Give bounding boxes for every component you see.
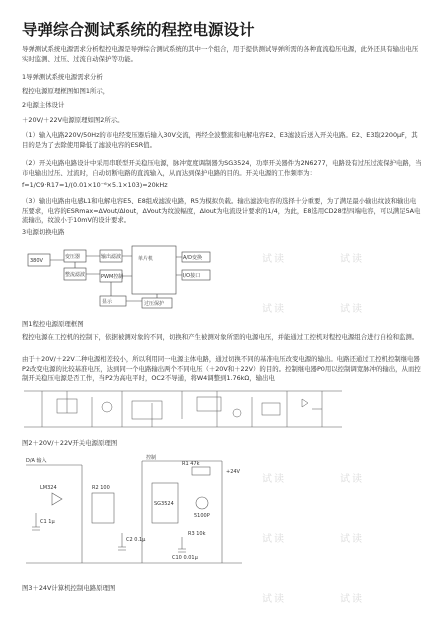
paragraph-power-principle: ＋20V/＋22V电源原理如图2所示。 bbox=[22, 116, 124, 124]
paragraph-input-circuit: （1）输入电路220V/50Hz的市电经变压器后输入30V交流，再经全波整流和电解电容E2、E3滤波后送入开关电路。E2、E3取2200μF，其目的是为了去除使用降低了滤波电容的ESR值。 bbox=[22, 131, 418, 149]
figure-2-caption: 图2＋20V/＋22V开关电源原理图 bbox=[22, 439, 118, 447]
watermark: 试读 bbox=[340, 304, 364, 315]
watermark: 试读 bbox=[340, 594, 364, 605]
fig1-transformer-label: 变压器 bbox=[65, 254, 81, 260]
fig1-display-label: 显示 bbox=[102, 299, 113, 305]
watermark: 试读 bbox=[340, 254, 364, 265]
intro-paragraph: 导弹测试系统电源需求分析程控电源是导弹综合测试系统的其中一个组合，用于提供测试导弹所需的各种直流稳压电源，此外还具有输出电压实时监测、过压、过流自动保护等功能。 bbox=[22, 45, 419, 63]
section-3-heading: 3电源切换电路 bbox=[22, 228, 65, 236]
figure-1-caption: 图1程控电源原理框图 bbox=[22, 320, 84, 328]
fig3-u1-label: LM324 bbox=[40, 485, 57, 491]
fig3-c2-label: C2 0.1μ bbox=[126, 537, 146, 543]
paragraph-switch-detail: 由于＋20V/＋22V二种电源相差较小，所以利用同一电源主体电路，通过切换不同的基准电压改变电源的输出。电路还通过工控机控制继电器P2改变电源的比较基准电压，达到同一个电路输出两个不同电压（＋20V和＋22V）的目的。控制继电器P0用以控制调宽脉冲的输出，从而控制开关稳压电源是否工作，当P2为高电平时，OC2不导通，将W4调整到1.76kΩ，输出电 bbox=[22, 355, 421, 383]
fig3-c10-label: C10 0.01μ bbox=[172, 555, 198, 561]
figure-3-caption: 图3＋24V计算机控制电路原理图 bbox=[22, 584, 116, 592]
fig1-rectifier-label: 整流滤波 bbox=[65, 272, 86, 278]
watermark: 试读 bbox=[262, 474, 286, 485]
fig3-r1-label: R1 47k bbox=[182, 461, 200, 467]
formula-frequency: f=1/C9·R17=1/(0.01×10⁻⁶×5.1×103)=20kHz bbox=[22, 181, 168, 189]
watermark: 试读 bbox=[262, 594, 286, 605]
principle-paragraph: 程控电源原理框图如图1所示， bbox=[22, 87, 110, 95]
figure-2-schematic bbox=[22, 383, 352, 435]
fig1-ad-label: A/D变换 bbox=[183, 255, 202, 261]
paragraph-output-circuit: （3）输出电路由电感L1和电解电容E5、E8组成滤波电路，R5为模拟负载。输出滤波电容的选择十分重要，为了满足最小输出纹波和输出电压要求，电容的ESRmax=ΔVout/ΔIout，ΔVout为纹波幅度，ΔIout为电流设计要求的1/4，为此，E8选用CD28型四端电容，可以满足5A电流输出，纹波小于10mV的设计要求。 bbox=[22, 197, 421, 225]
page-title: 导弹综合测试系统的程控电源设计 bbox=[22, 21, 255, 39]
watermark: 试读 bbox=[262, 254, 286, 265]
fig3-24v-label: +24V bbox=[226, 469, 240, 475]
fig3-sg-label: SG3524 bbox=[154, 501, 174, 507]
fig3-ctrl-label: 控制 bbox=[146, 455, 157, 461]
fig3-r2-label: R2 100 bbox=[92, 485, 110, 491]
fig1-io-label: I/O接口 bbox=[183, 273, 201, 279]
section-2-heading: 2电源主体设计 bbox=[22, 101, 65, 109]
fig3-r3-label: R3 10k bbox=[188, 531, 206, 537]
section-1-heading: 1导弹测试系统电源需求分析 bbox=[22, 73, 103, 81]
figure-3-schematic bbox=[22, 453, 252, 578]
fig3-da-label: D/A 输入 bbox=[26, 458, 47, 464]
fig1-pwm-label: PWM控制 bbox=[101, 274, 124, 280]
watermark: 试读 bbox=[262, 304, 286, 315]
fig1-input-label: 380V bbox=[30, 258, 43, 264]
watermark: 试读 bbox=[340, 534, 364, 545]
fig1-cpu-label: 单片机 bbox=[138, 256, 154, 262]
watermark: 试读 bbox=[340, 474, 364, 485]
fig1-protect-label: 过压保护 bbox=[144, 301, 165, 307]
figure-1-block-diagram bbox=[22, 240, 222, 315]
fig1-output-label: 输出滤波 bbox=[101, 254, 122, 260]
paragraph-switch-circuit: （2）开关电路电路设计中采用串联型开关稳压电源，脉冲宽度调制器为SG3524，功率开关器件为2N6277，电路设有过压过流保护电路，当市电输出过压、过流时，自动切断电路的直流输入，从而达到保护电路的目的。开关电源的工作频率为： bbox=[22, 159, 422, 177]
watermark: 试读 bbox=[262, 534, 286, 545]
paragraph-switch-control: 程控电源在工控机的控制下，依据被测对象的不同，切换和产生被测对象所需的电源电压，并能通过工控机对程控电源组合进行自检和监测。 bbox=[22, 333, 419, 341]
fig3-c1-label: C1 1μ bbox=[40, 519, 55, 525]
fig3-q-label: 5100P bbox=[194, 513, 210, 519]
